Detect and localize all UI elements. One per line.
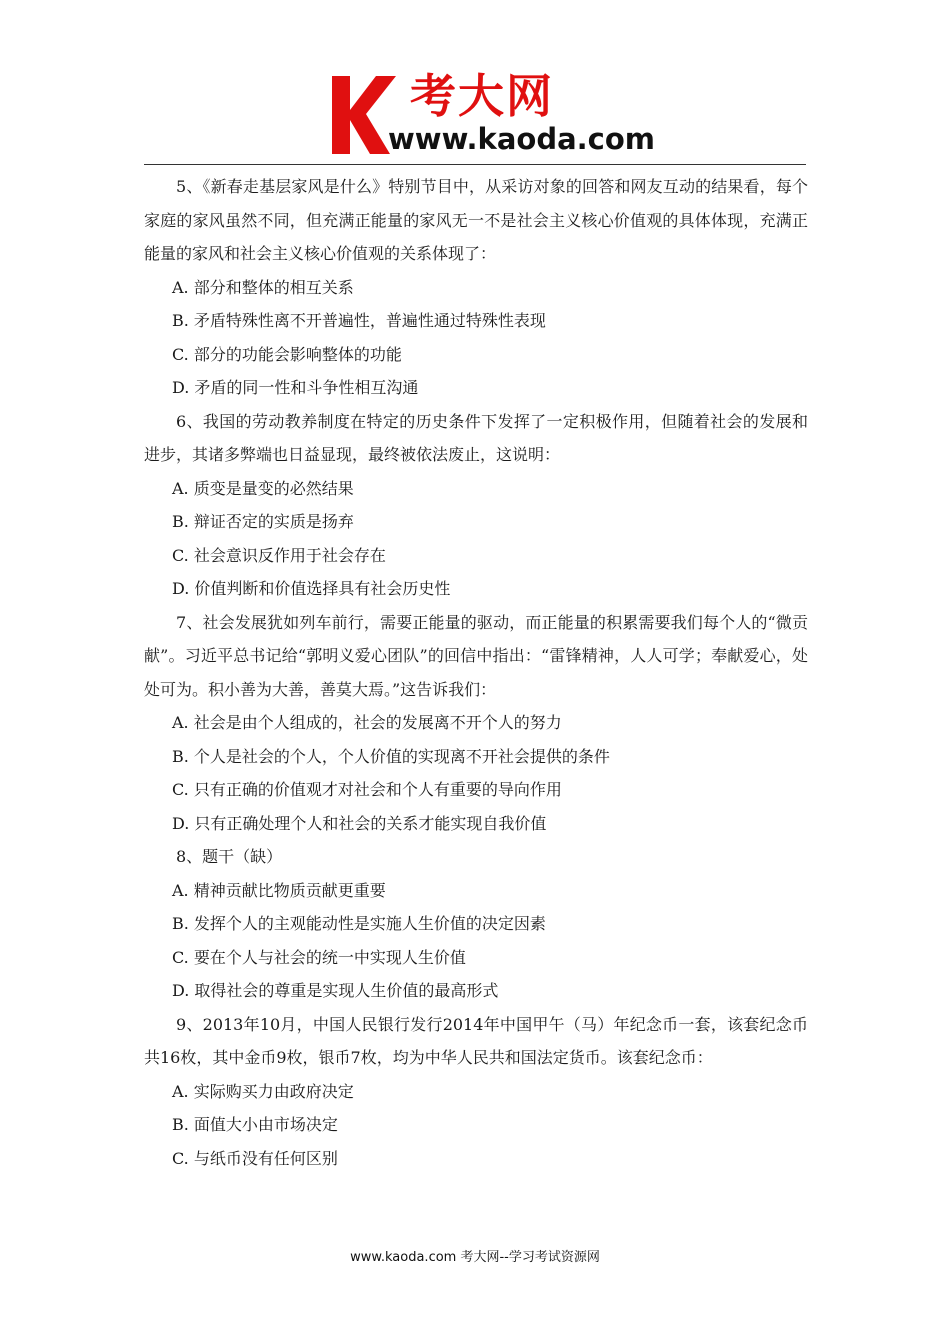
exam-content	[144, 170, 808, 1175]
option-b: B. 辩证否定的实质是扬弃	[172, 512, 354, 531]
option-d: D. 矛盾的同一性和斗争性相互沟通	[172, 378, 419, 397]
question-5	[144, 170, 808, 405]
option-d: D. 只有正确处理个人和社会的关系才能实现自我价值	[172, 813, 547, 833]
option-c: C. 与纸币没有任何区别	[172, 1148, 338, 1168]
question-6	[144, 405, 808, 606]
kaoda-logo[interactable]	[328, 70, 658, 160]
option-d: D. 取得社会的尊重是实现人生价值的最高形式	[172, 981, 499, 1000]
option-b: B. 发挥个人的主观能动性是实施人生价值的决定因素	[172, 914, 546, 933]
question-stem: 7、社会发展犹如列车前行，需要正能量的驱动，而正能量的积累需要我们每个人的“微贡献”。习近平总书记给“郭明义爱心团队”的回信中指出：“雷锋精神，人人可学；奉献爱心，处处可为。积小善为大善，善莫大焉。”这告诉我们：	[144, 612, 808, 699]
header-divider	[144, 164, 806, 165]
option-c: C. 社会意识反作用于社会存在	[172, 545, 386, 565]
option-b: B. 矛盾特殊性离不开普遍性，普遍性通过特殊性表现	[172, 311, 546, 330]
logo-title: 考大网	[410, 69, 554, 123]
option-c: C. 只有正确的价值观才对社会和个人有重要的导向作用	[172, 780, 562, 799]
question-7	[144, 606, 808, 841]
logo-url: www.kaoda.com	[388, 122, 655, 156]
option-a: A. 实际购买力由政府决定	[172, 1081, 354, 1101]
question-stem: 5、《新春走基层家风是什么》特别节目中，从采访对象的回答和网友互动的结果看，每个家庭的家风虽然不同，但充满正能量的家风无一不是社会主义核心价值观的具体体现，充满正能量的家风和社会主义核心价值观的关系体现了：	[144, 177, 808, 263]
question-9	[144, 1008, 808, 1176]
option-a: A. 部分和整体的相互关系	[172, 277, 354, 297]
page-header	[0, 0, 950, 168]
option-a: A. 质变是量变的必然结果	[172, 478, 354, 498]
option-c: C. 要在个人与社会的统一中实现人生价值	[172, 947, 466, 967]
option-a: A. 精神贡献比物质贡献更重要	[172, 880, 386, 900]
question-stem: 6、我国的劳动教养制度在特定的历史条件下发挥了一定积极作用，但随着社会的发展和进步，其诸多弊端也日益显现，最终被依法废止，这说明：	[144, 411, 808, 464]
page-footer: www.kaoda.com 考大网--学习考试资源网	[350, 1250, 600, 1265]
option-b: B. 个人是社会的个人，个人价值的实现离不开社会提供的条件	[172, 746, 610, 766]
option-d: D. 价值判断和价值选择具有社会历史性	[172, 579, 451, 598]
option-a: A. 社会是由个人组成的，社会的发展离不开个人的努力	[172, 713, 562, 732]
question-8	[144, 840, 808, 1008]
question-stem: 8、题干（缺）	[176, 847, 283, 866]
option-b: B. 面值大小由市场决定	[172, 1115, 338, 1134]
option-c: C. 部分的功能会影响整体的功能	[172, 344, 402, 364]
question-stem: 9、2013年10月，中国人民银行发行2014年中国甲午（马）年纪念币一套，该套纪念币共16枚，其中金币9枚，银币7枚，均为中华人民共和国法定货币。该套纪念币：	[144, 1014, 808, 1067]
